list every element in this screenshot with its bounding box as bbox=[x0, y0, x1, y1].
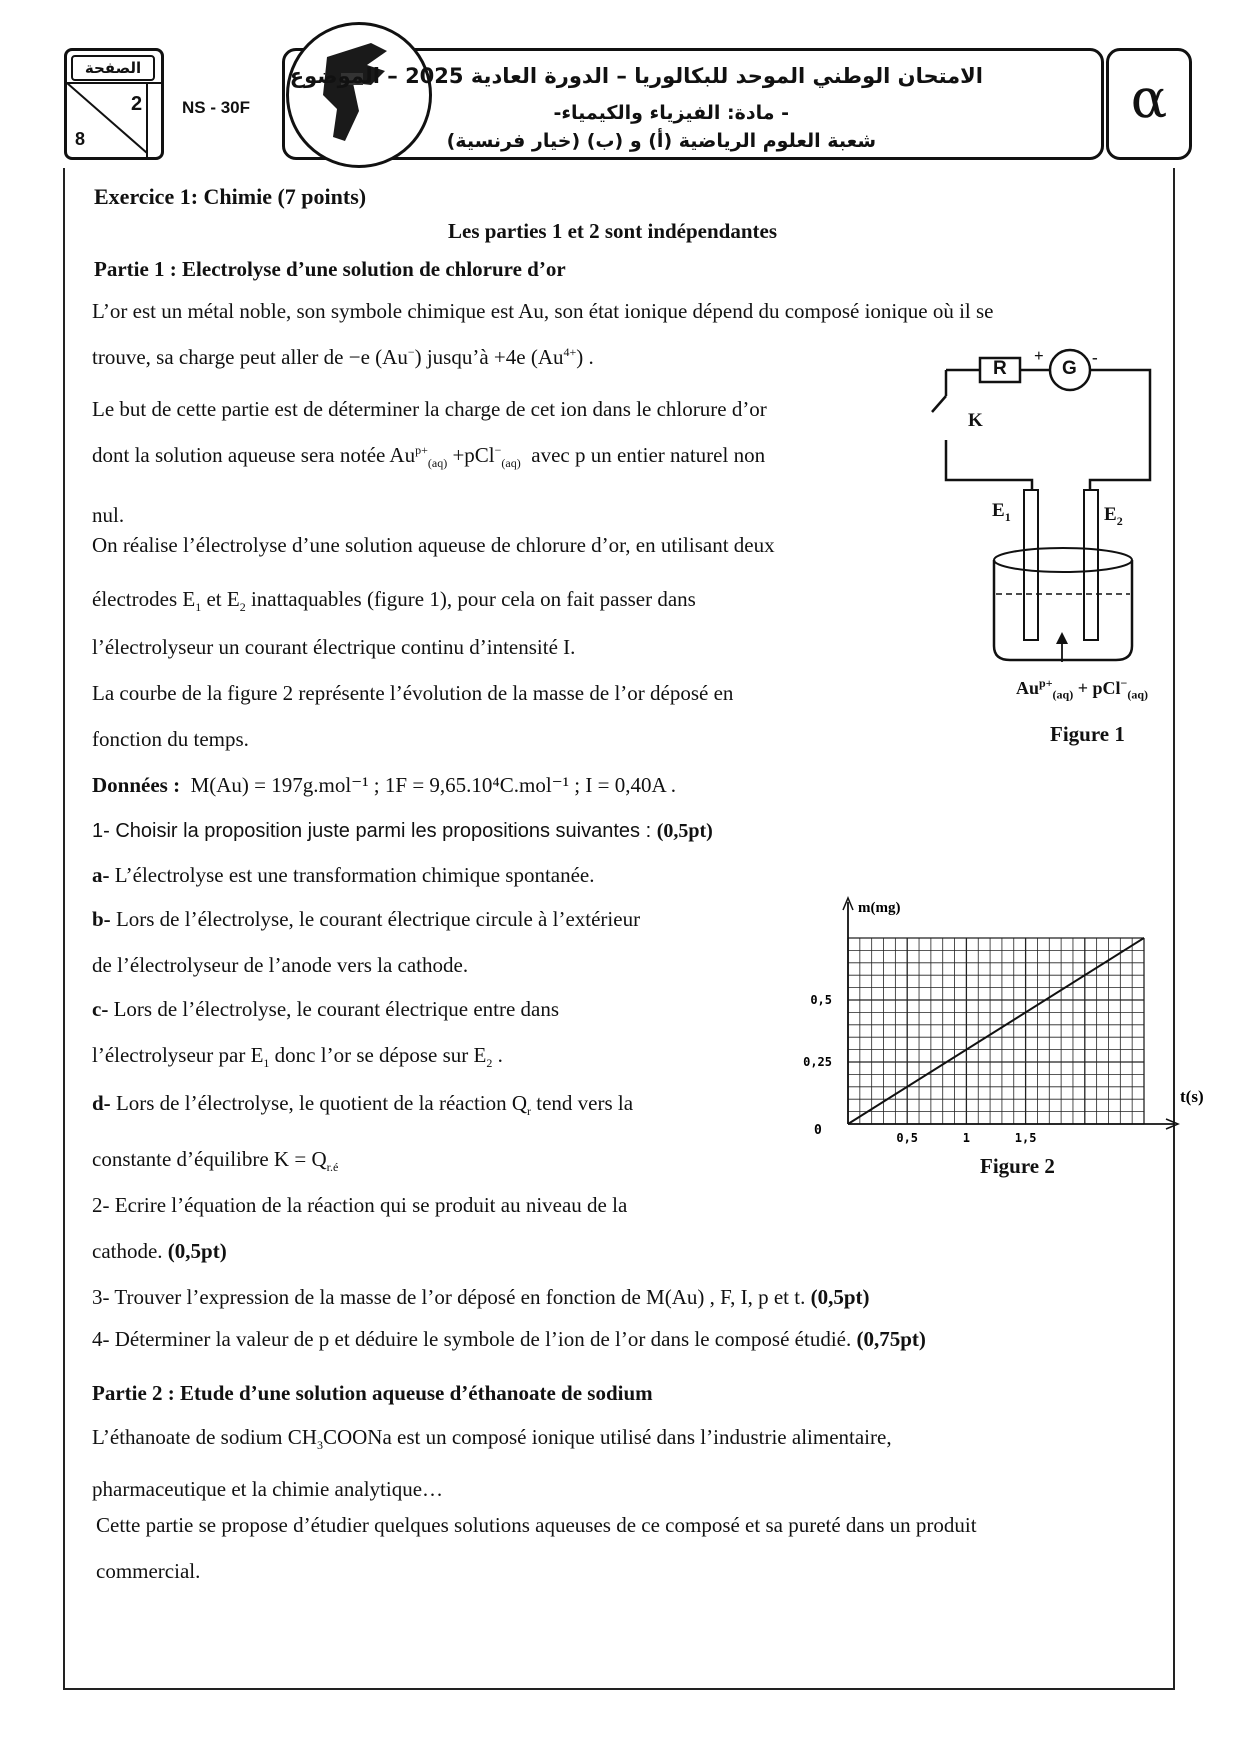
q4-points: (0,75pt) bbox=[856, 1327, 926, 1351]
option-c-text-a: l’électrolyseur par E bbox=[92, 1043, 264, 1067]
y-tick-label: 0,5 bbox=[810, 993, 832, 1007]
solution-sub: (aq) bbox=[1052, 687, 1074, 702]
header-title-line3: شعبة العلوم الرياضية (أ) و (ب) (خيار فرنسية) bbox=[446, 130, 876, 152]
partie1-curve-line2: fonction du temps. bbox=[92, 727, 249, 751]
logo-mark-icon bbox=[289, 25, 429, 165]
electrode-e2 bbox=[1084, 490, 1098, 640]
resistor-label: R bbox=[993, 358, 1007, 379]
partie1-goal-line3: nul. bbox=[92, 503, 125, 527]
solution-sub2: (aq) bbox=[1127, 687, 1148, 702]
partie1-goal-line1: Le but de cette partie est de déterminer la charge de cet ion dans le chlorure d’or bbox=[92, 397, 767, 421]
y-tick-label: 0,25 bbox=[803, 1055, 832, 1069]
page-diagonal bbox=[67, 83, 161, 157]
solution-au: Au bbox=[1016, 678, 1040, 698]
option-d-line2 bbox=[92, 1146, 339, 1175]
chart-series bbox=[848, 938, 1144, 1124]
exam-code: NS - 30F bbox=[182, 98, 251, 117]
partie2-line4: commercial. bbox=[96, 1559, 201, 1583]
partie2-heading: Partie 2 : Etude d’une solution aqueuse d’éthanoate de sodium bbox=[92, 1381, 653, 1405]
x-tick-label: 1,5 bbox=[1014, 1131, 1037, 1145]
sup-p: p+ bbox=[415, 443, 428, 457]
partie1-setup-line1: On réalise l’électrolyse d’une solution aqueuse de chlorure d’or, en utilisant deux bbox=[92, 533, 775, 557]
header-title-line2: - مادة: الفيزياء والكيمياء- bbox=[553, 102, 789, 124]
chart-axes bbox=[843, 898, 1178, 1129]
q3-text: 3- Trouver l’expression de la masse de l’or déposé en fonction de M(Au) , F, I, p et t. bbox=[92, 1285, 811, 1309]
figure1-circuit bbox=[920, 340, 1170, 720]
sub-aq: (aq) bbox=[427, 456, 448, 471]
option-d-line1 bbox=[92, 1090, 634, 1119]
electrode-e1 bbox=[1024, 490, 1038, 640]
partie2-text-b: COONa est un composé ionique utilisé dans l’industrie alimentaire, bbox=[322, 1425, 892, 1449]
y-axis-label: m(mg) bbox=[858, 900, 901, 916]
partie1-goal-line2 bbox=[92, 442, 766, 471]
partie1-intro-line1: L’or est un métal noble, son symbole chimique est Au, son état ionique dépend du composé ionique où il se bbox=[92, 299, 994, 323]
intro-text-a: trouve, sa charge peut aller de −e (Au bbox=[92, 345, 408, 369]
donnees-label: Données : bbox=[92, 773, 181, 797]
option-c-line2 bbox=[92, 1042, 503, 1071]
alpha-symbol: α bbox=[1130, 67, 1168, 130]
q1-text: 1- Choisir la proposition juste parmi les propositions suivantes : bbox=[92, 820, 657, 842]
option-a bbox=[92, 862, 595, 888]
option-d-text-c: constante d’équilibre K = Q bbox=[92, 1147, 327, 1171]
header-title-line1: الامتحان الوطني الموحد للبكالوريا – الدورة العادية 2025 – الموضوع bbox=[289, 64, 983, 88]
partie1-heading: Partie 1 : Electrolyse d’une solution de chlorure d’or bbox=[94, 257, 566, 281]
electrode1-label bbox=[992, 500, 1011, 522]
option-b-line2: de l’électrolyseur de l’anode vers la cathode. bbox=[92, 953, 469, 977]
switch-label: K bbox=[968, 410, 983, 431]
option-d-label: d- bbox=[92, 1091, 111, 1115]
option-b-line1 bbox=[92, 906, 640, 932]
galvanometer-plus: + bbox=[1034, 346, 1044, 365]
option-d-sub-r: r bbox=[527, 1104, 532, 1119]
option-c-sub-1: 1 bbox=[263, 1056, 270, 1071]
intro-text-c: ) . bbox=[576, 345, 594, 369]
exercise-subtitle: Les parties 1 et 2 sont indépendantes bbox=[448, 219, 778, 243]
option-c-text-c: . bbox=[492, 1043, 503, 1067]
donnees-line bbox=[92, 772, 676, 798]
figure2-chart bbox=[790, 860, 1204, 1180]
series-line bbox=[848, 938, 1144, 1124]
sup-minus: − bbox=[407, 345, 415, 359]
page-total: 8 bbox=[75, 129, 86, 149]
galvanometer-minus: - bbox=[1092, 348, 1098, 367]
galvanometer-label: G bbox=[1062, 358, 1077, 379]
option-a-text: L’électrolyse est une transformation chimique spontanée. bbox=[109, 863, 595, 887]
question-4 bbox=[92, 1326, 926, 1352]
sub-2: 2 bbox=[239, 600, 246, 615]
goal-pcl: +pCl bbox=[447, 443, 495, 467]
sup-minus-2: − bbox=[494, 443, 502, 457]
option-c-line1 bbox=[92, 996, 559, 1022]
partie2-line3: Cette partie se propose d’étudier quelques solutions aqueuses de ce composé et sa pureté dans un produit bbox=[96, 1513, 977, 1537]
exercise-title: Exercice 1: Chimie (7 points) bbox=[94, 184, 367, 209]
partie2-text-a: L’éthanoate de sodium CH bbox=[92, 1425, 317, 1449]
q4-text: 4- Déterminer la valeur de p et déduire le symbole de l’ion de l’or dans le composé étudié. bbox=[92, 1327, 857, 1351]
electrode2-letter: E bbox=[1104, 504, 1117, 525]
electrode2-sub: 2 bbox=[1116, 513, 1123, 528]
setup-text-b: et E bbox=[206, 587, 240, 611]
q1-points: (0,5pt) bbox=[656, 820, 713, 842]
question-1 bbox=[92, 818, 713, 844]
option-d-text-a: Lors de l’électrolyse, le quotient de la réaction Q bbox=[110, 1091, 528, 1115]
option-a-label: a- bbox=[92, 863, 110, 887]
x-tick-label: 0,5 bbox=[896, 1131, 919, 1145]
header-left-box bbox=[64, 48, 164, 160]
sub-1: 1 bbox=[195, 600, 202, 615]
electrode1-letter: E bbox=[992, 500, 1005, 521]
option-c-sub-2: 2 bbox=[486, 1056, 493, 1071]
partie1-intro-line2 bbox=[92, 344, 594, 370]
question-2-line1: 2- Ecrire l’équation de la réaction qui se produit au niveau de la bbox=[92, 1193, 628, 1217]
partie1-setup-line3: l’électrolyseur un courant électrique continu d’intensité I. bbox=[92, 635, 576, 659]
logo-circle bbox=[286, 22, 432, 168]
electrode2-label bbox=[1104, 504, 1123, 526]
option-b-label: b- bbox=[92, 907, 111, 931]
option-c-text: Lors de l’électrolyse, le courant électrique entre dans bbox=[108, 997, 560, 1021]
option-c-text-b: donc l’or se dépose sur E bbox=[269, 1043, 487, 1067]
page-number: 2 bbox=[131, 93, 143, 115]
x-axis-label: t(s) bbox=[1180, 1087, 1204, 1106]
electrode1-sub: 1 bbox=[1004, 509, 1011, 524]
solution-sup: p+ bbox=[1039, 676, 1053, 690]
partie1-curve-line1: La courbe de la figure 2 représente l’évolution de la masse de l’or déposé en bbox=[92, 681, 734, 705]
goal-text-a: dont la solution aqueuse sera notée Au bbox=[92, 443, 416, 467]
sup-4plus: 4+ bbox=[563, 345, 577, 359]
setup-text-c: inattaquables (figure 1), pour cela on fait passer dans bbox=[245, 587, 696, 611]
switch-blade bbox=[932, 396, 946, 412]
donnees-values: M(Au) = 197g.mol⁻¹ ; 1F = 9,65.10⁴C.mol⁻¹ ; I = 0,40A . bbox=[190, 773, 676, 797]
sub-aq-2: (aq) bbox=[501, 456, 521, 471]
partie2-line2: pharmaceutique et la chimie analytique… bbox=[92, 1477, 444, 1501]
option-d-sub-re: r.é bbox=[326, 1160, 339, 1175]
partie2-sub-3: 3 bbox=[316, 1438, 323, 1453]
option-c-label: c- bbox=[92, 997, 109, 1021]
setup-text-a: électrodes E bbox=[92, 587, 196, 611]
question-3 bbox=[92, 1284, 870, 1310]
goal-text-b: avec p un entier naturel non bbox=[531, 443, 766, 467]
solution-pcl: + pCl bbox=[1073, 678, 1121, 698]
intro-text-b: ) jusqu’à +4e (Au bbox=[414, 345, 564, 369]
solution-label bbox=[1016, 676, 1148, 702]
q2-text: cathode. bbox=[92, 1239, 168, 1263]
solution-sup2: − bbox=[1120, 676, 1128, 690]
x-tick-label: 1 bbox=[962, 1131, 971, 1145]
option-b-text: Lors de l’électrolyse, le courant électrique circule à l’extérieur bbox=[110, 907, 641, 931]
partie2-line1 bbox=[92, 1424, 892, 1453]
figure1-caption: Figure 1 bbox=[1050, 722, 1125, 746]
beaker bbox=[994, 560, 1132, 660]
option-d-text-b: tend vers la bbox=[531, 1091, 634, 1115]
question-2-line2 bbox=[92, 1238, 227, 1264]
header-right-box bbox=[1106, 48, 1192, 160]
q2-points: (0,5pt) bbox=[167, 1239, 227, 1263]
figure2-caption: Figure 2 bbox=[980, 1154, 1055, 1178]
q3-points: (0,5pt) bbox=[810, 1285, 870, 1309]
origin-label: 0 bbox=[814, 1123, 822, 1138]
page-label: الصفحة bbox=[71, 55, 155, 81]
partie1-setup-line2 bbox=[92, 586, 696, 615]
